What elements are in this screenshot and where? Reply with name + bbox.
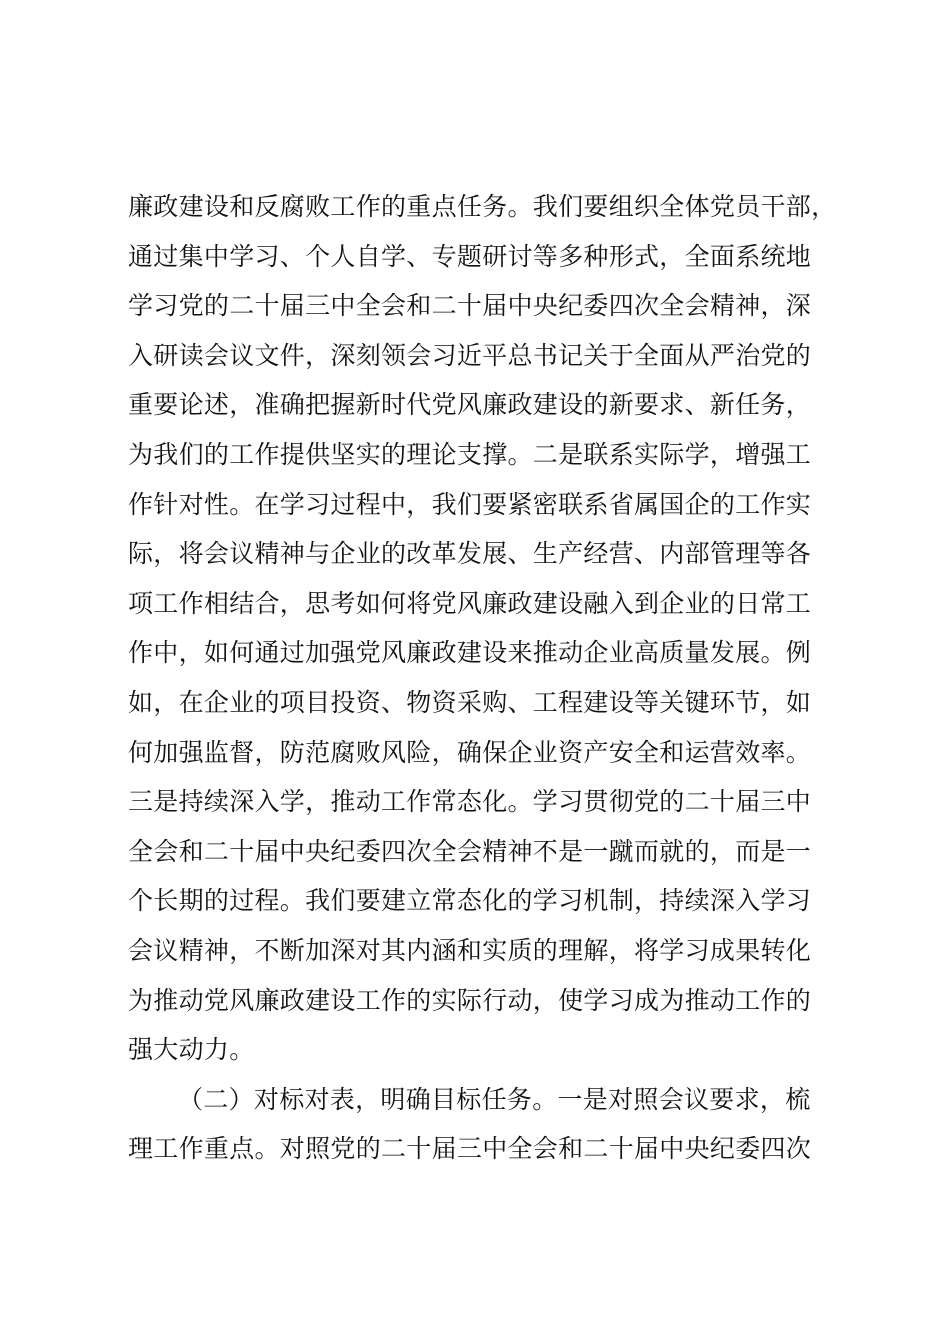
- text-line: 为推动党风廉政建设工作的实际行动，使学习成为推动工作的: [128, 985, 812, 1015]
- section-heading-line: （二）对标对表，明确目标任务。一是对照会议要求，梳: [178, 1084, 811, 1114]
- text-line: 入研读会议文件，深刻领会习近平总书记关于全面从严治党的: [128, 340, 812, 370]
- text-line: 个长期的过程。我们要建立常态化的学习机制，持续深入学习: [128, 886, 812, 916]
- text-line: 学习党的二十届三中全会和二十届中央纪委四次全会精神，深: [128, 291, 812, 321]
- text-line: 理工作重点。对照党的二十届三中全会和二十届中央纪委四次: [128, 1134, 812, 1164]
- text-line: 通过集中学习、个人自学、专题研讨等多种形式，全面系统地: [128, 241, 812, 271]
- body-text: [128, 182, 848, 1174]
- text-line: 强大动力。: [128, 1035, 255, 1065]
- text-line: 作针对性。在学习过程中，我们要紧密联系省属国企的工作实: [128, 489, 812, 519]
- text-line: 三是持续深入学，推动工作常态化。学习贯彻党的二十届三中: [128, 787, 812, 817]
- text-line: 全会和二十届中央纪委四次全会精神不是一蹴而就的，而是一: [128, 836, 812, 866]
- text-line: 项工作相结合，思考如何将党风廉政建设融入到企业的日常工: [128, 588, 812, 618]
- text-line: 际，将会议精神与企业的改革发展、生产经营、内部管理等各: [128, 539, 812, 569]
- text-line: 重要论述，准确把握新时代党风廉政建设的新要求、新任务，: [128, 390, 812, 420]
- text-line: 作中，如何通过加强党风廉政建设来推动企业高质量发展。例: [128, 638, 812, 668]
- text-line: 廉政建设和反腐败工作的重点任务。我们要组织全体党员干部，: [128, 192, 837, 221]
- text-line: 为我们的工作提供坚实的理论支撑。二是联系实际学，增强工: [128, 439, 812, 469]
- text-line: 何加强监督，防范腐败风险，确保企业资产安全和运营效率。: [128, 737, 812, 767]
- text-line: 如，在企业的项目投资、物资采购、工程建设等关键环节，如: [128, 687, 812, 717]
- text-line: 会议精神，不断加深对其内涵和实质的理解，将学习成果转化: [128, 935, 812, 965]
